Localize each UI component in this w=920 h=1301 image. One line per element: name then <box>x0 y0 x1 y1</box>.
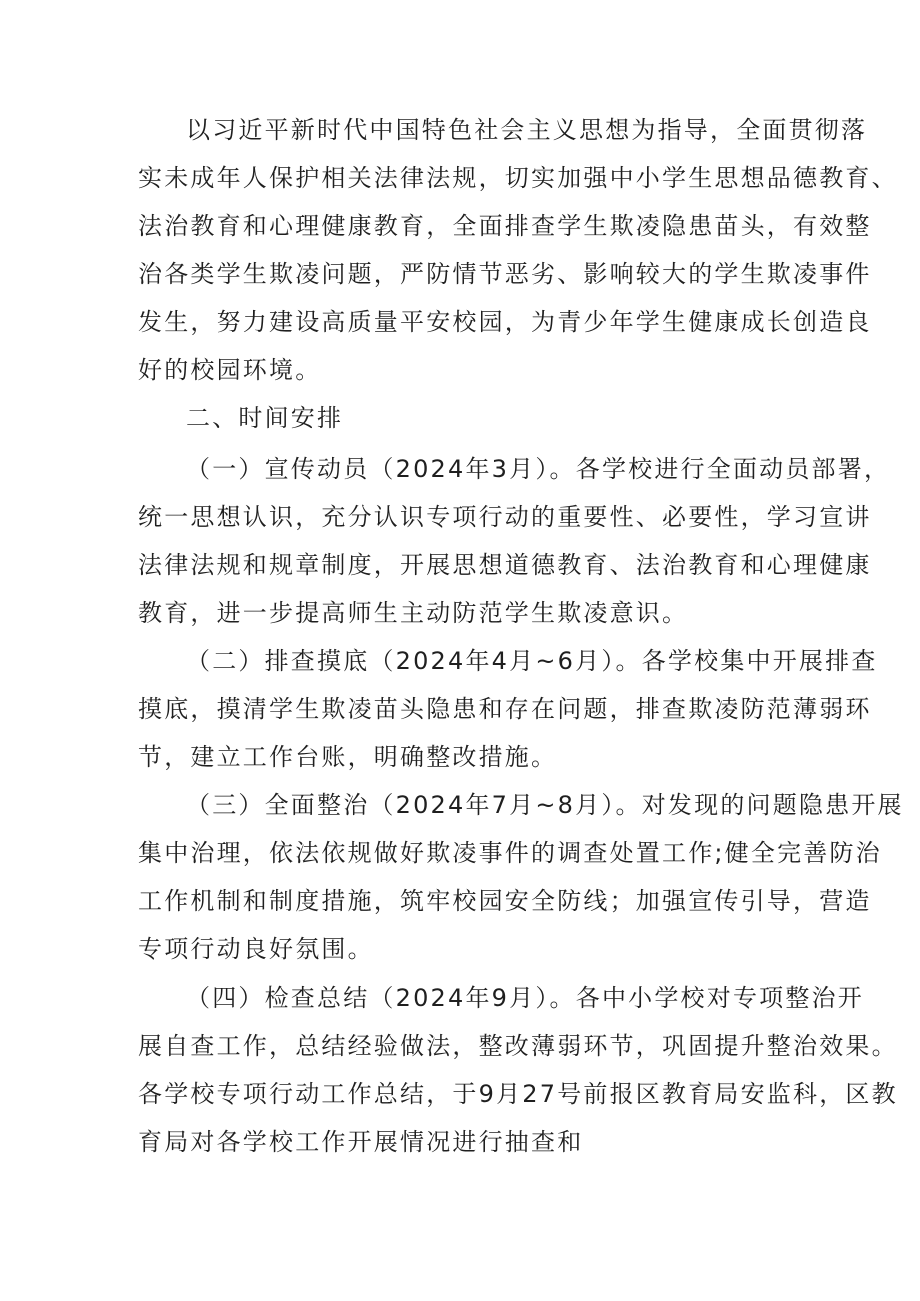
stage-3-line-3: 工作机制和制度措施，筑牢校园安全防线；加强宣传引导，营造 <box>138 887 872 915</box>
stage-2-line-3: 节，建立工作台账，明确整改措施。 <box>138 743 558 771</box>
stage-4-line-1: （四）检查总结（2024年9月）。各中小学校对专项整治开 <box>186 984 864 1012</box>
stage-1-line-1: （一）宣传动员（2024年3月）。各学校进行全面动员部署， <box>186 455 891 483</box>
stage-3-line-4: 专项行动良好氛围。 <box>138 935 374 963</box>
stage-2-line-1: （二）排查摸底（2024年4月~6月）。各学校集中开展排查 <box>186 647 878 675</box>
intro-line-1: 以习近平新时代中国特色社会主义思想为指导，全面贯彻落 <box>186 116 868 144</box>
stage-4-line-3: 各学校专项行动工作总结，于9月27号前报区教育局安监科，区教 <box>138 1080 898 1108</box>
stage-3-line-2: 集中治理，依法依规做好欺凌事件的调查处置工作;健全完善防治 <box>138 839 882 867</box>
stage-3-line-1: （三）全面整治（2024年7月~8月）。对发现的问题隐患开展 <box>186 791 904 819</box>
stage-1-line-4: 教育，进一步提高师生主动防范学生欺凌意识。 <box>138 599 689 627</box>
intro-line-5: 发生，努力建设高质量平安校园，为青少年学生健康成长创造良 <box>138 308 872 336</box>
intro-line-2: 实未成年人保护相关法律法规，切实加强中小学生思想品德教育、 <box>138 164 898 192</box>
stage-4-line-2: 展自查工作，总结经验做法，整改薄弱环节，巩固提升整治效果。 <box>138 1032 898 1060</box>
stage-2-line-2: 摸底，摸清学生欺凌苗头隐患和存在问题，排查欺凌防范薄弱环 <box>138 695 872 723</box>
intro-line-3: 法治教育和心理健康教育，全面排查学生欺凌隐患苗头，有效整 <box>138 212 872 240</box>
intro-line-6: 好的校园环境。 <box>138 356 322 384</box>
section-heading-time-schedule: 二、时间安排 <box>186 404 344 432</box>
stage-1-line-2: 统一思想认识，充分认识专项行动的重要性、必要性，学习宣讲 <box>138 503 872 531</box>
stage-4-line-4: 育局对各学校工作开展情况进行抽查和 <box>138 1128 584 1156</box>
stage-1-line-3: 法律法规和规章制度，开展思想道德教育、法治教育和心理健康 <box>138 551 872 579</box>
intro-line-4: 治各类学生欺凌问题，严防情节恶劣、影响较大的学生欺凌事件 <box>138 260 872 288</box>
